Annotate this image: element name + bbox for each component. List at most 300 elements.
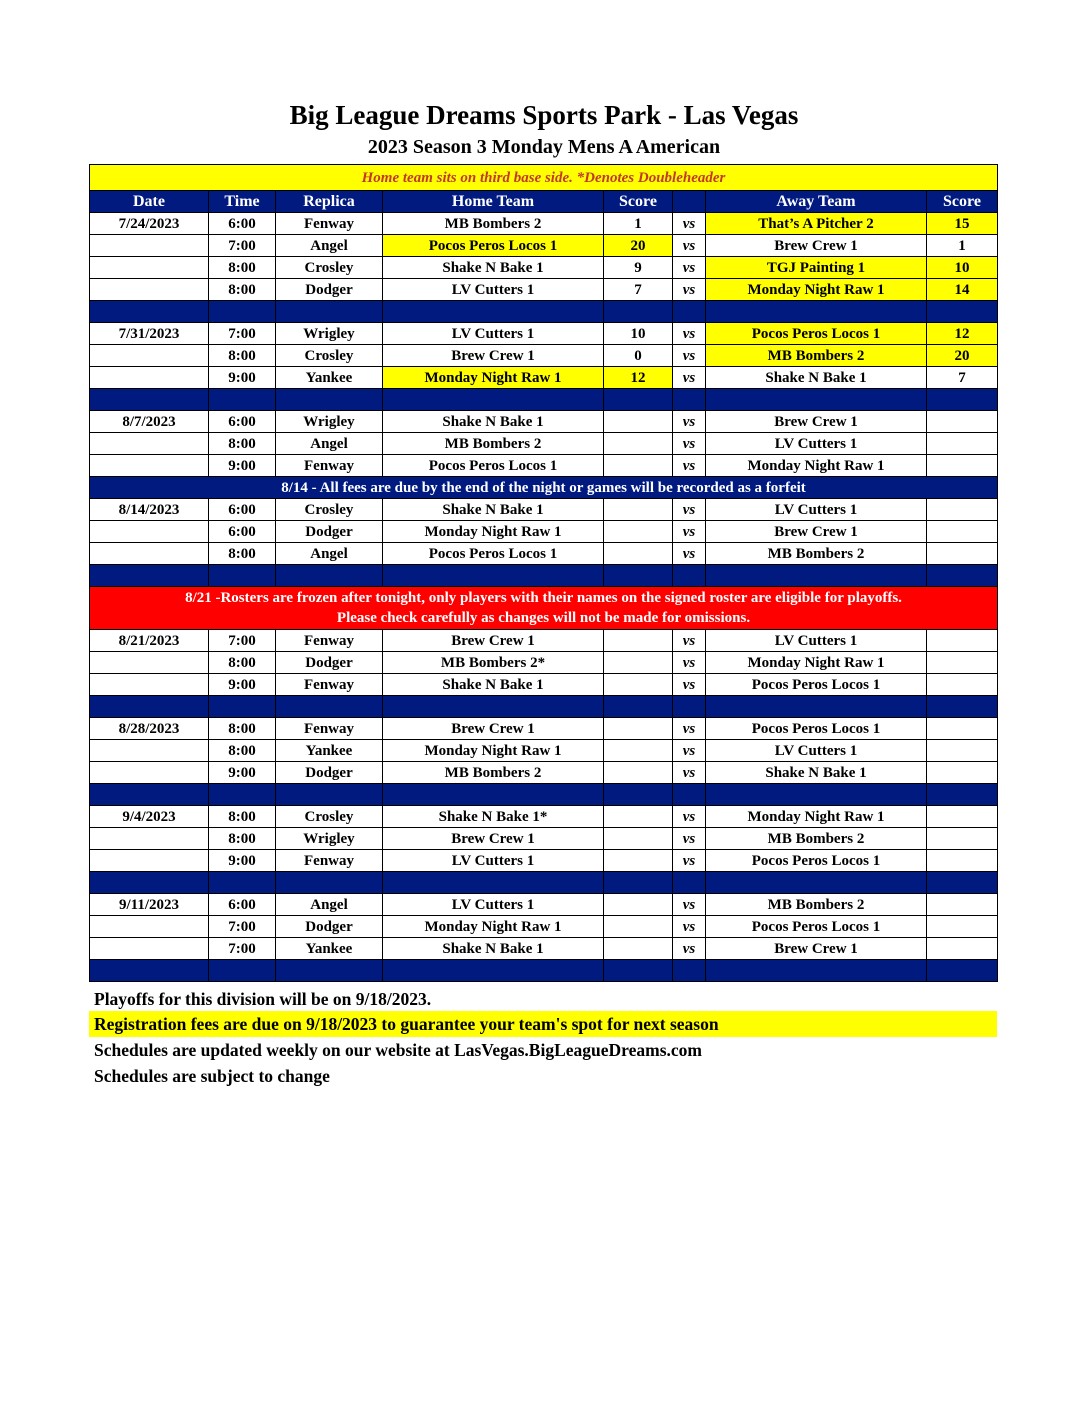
field-name: Wrigley [276,411,383,433]
game-date [90,762,209,784]
separator-cell [927,872,998,894]
away-team: LV Cutters 1 [706,740,927,762]
away-score [927,630,998,652]
separator-cell [673,960,706,982]
playoffs-note: Playoffs for this division will be on 9/18/2023. [94,989,432,1009]
away-team: Shake N Bake 1 [706,762,927,784]
game-time: 6:00 [209,894,276,916]
game-date [90,345,209,367]
away-score [927,411,998,433]
roster-notice-line1: 8/21 -Rosters are frozen after tonight, only players with their names on the signed roster are eligible for playoffs. [185,590,902,606]
separator-cell [706,301,927,323]
vs-label: vs [673,323,706,345]
vs-label: vs [673,279,706,301]
game-date: 9/11/2023 [90,894,209,916]
away-score: 20 [927,345,998,367]
field-name: Crosley [276,806,383,828]
separator-cell [276,960,383,982]
vs-label: vs [673,740,706,762]
vs-label: vs [673,455,706,477]
away-team: Shake N Bake 1 [706,367,927,389]
game-time: 9:00 [209,367,276,389]
vs-label: vs [673,674,706,696]
away-team: Pocos Peros Locos 1 [706,850,927,872]
game-row [90,630,998,652]
field-name: Fenway [276,674,383,696]
game-date [90,279,209,301]
col-header-replica: Replica [276,191,383,213]
away-team: Pocos Peros Locos 1 [706,323,927,345]
away-team: MB Bombers 2 [706,345,927,367]
game-row [90,345,998,367]
game-date [90,367,209,389]
game-row [90,279,998,301]
roster-notice-line2: Please check carefully as changes will not be made for omissions. [336,610,751,626]
away-score [927,762,998,784]
vs-label: vs [673,762,706,784]
home-team: Shake N Bake 1* [383,806,604,828]
separator-cell [209,565,276,587]
away-score: 10 [927,257,998,279]
separator-cell [90,389,209,411]
col-header-date: Date [90,191,209,213]
registration-note: Registration fees are due on 9/18/2023 to guarantee your team's spot for next season [89,1011,997,1037]
game-time: 7:00 [209,323,276,345]
separator-cell [927,696,998,718]
game-time: 8:00 [209,828,276,850]
away-score [927,850,998,872]
game-date [90,916,209,938]
away-score [927,455,998,477]
away-team: Monday Night Raw 1 [706,806,927,828]
field-name: Dodger [276,652,383,674]
separator-cell [276,301,383,323]
home-team: Monday Night Raw 1 [383,916,604,938]
game-time: 6:00 [209,411,276,433]
field-name: Fenway [276,850,383,872]
game-row [90,521,998,543]
game-time: 8:00 [209,652,276,674]
home-score: 9 [604,257,673,279]
schedule-table [89,164,998,982]
separator-cell [927,565,998,587]
separator-cell [90,565,209,587]
home-score [604,433,673,455]
away-team: Brew Crew 1 [706,411,927,433]
game-date [90,455,209,477]
game-row [90,762,998,784]
home-score [604,630,673,652]
separator-cell [90,301,209,323]
home-team: MB Bombers 2 [383,433,604,455]
col-header-time: Time [209,191,276,213]
col-header-away-team: Away Team [706,191,927,213]
separator-cell [383,389,604,411]
separator-cell [383,565,604,587]
game-row [90,411,998,433]
game-row [90,543,998,565]
game-date: 8/28/2023 [90,718,209,740]
game-date [90,652,209,674]
game-time: 8:00 [209,806,276,828]
vs-label: vs [673,850,706,872]
game-date [90,257,209,279]
away-score: 1 [927,235,998,257]
doubleheader-note-row [90,165,998,191]
home-score: 0 [604,345,673,367]
home-score [604,543,673,565]
week-separator-row [90,389,998,411]
page-title: Big League Dreams Sports Park - Las Vegas [289,100,799,130]
field-name: Dodger [276,279,383,301]
table-header-row [90,191,998,213]
away-team: Brew Crew 1 [706,235,927,257]
away-team: LV Cutters 1 [706,630,927,652]
separator-cell [276,696,383,718]
game-time: 9:00 [209,455,276,477]
game-time: 9:00 [209,762,276,784]
home-team: Monday Night Raw 1 [383,740,604,762]
separator-cell [706,784,927,806]
field-name: Fenway [276,630,383,652]
home-team: Monday Night Raw 1 [383,367,604,389]
col-header-away-score: Score [927,191,998,213]
away-team: Monday Night Raw 1 [706,652,927,674]
away-team: Pocos Peros Locos 1 [706,718,927,740]
field-name: Wrigley [276,323,383,345]
separator-cell [209,960,276,982]
game-date: 8/14/2023 [90,499,209,521]
separator-cell [604,872,673,894]
game-row [90,433,998,455]
field-name: Fenway [276,718,383,740]
field-name: Dodger [276,916,383,938]
separator-cell [604,784,673,806]
separator-cell [90,696,209,718]
away-team: That’s A Pitcher 2 [706,213,927,235]
game-row [90,257,998,279]
separator-cell [927,960,998,982]
field-name: Crosley [276,345,383,367]
vs-label: vs [673,257,706,279]
home-team: MB Bombers 2* [383,652,604,674]
away-score [927,806,998,828]
separator-cell [673,784,706,806]
week-separator-row [90,565,998,587]
home-team: Brew Crew 1 [383,718,604,740]
separator-cell [604,389,673,411]
separator-cell [383,696,604,718]
game-row [90,828,998,850]
vs-label: vs [673,652,706,674]
game-date [90,521,209,543]
game-time: 8:00 [209,433,276,455]
away-team: Brew Crew 1 [706,521,927,543]
vs-label: vs [673,806,706,828]
field-name: Crosley [276,499,383,521]
away-score [927,499,998,521]
game-row [90,323,998,345]
game-date [90,938,209,960]
game-row [90,652,998,674]
away-score [927,894,998,916]
away-score: 7 [927,367,998,389]
game-row [90,740,998,762]
separator-cell [90,784,209,806]
field-name: Angel [276,543,383,565]
separator-cell [276,565,383,587]
game-row [90,850,998,872]
game-row [90,806,998,828]
home-team: Shake N Bake 1 [383,411,604,433]
game-row [90,455,998,477]
home-score [604,521,673,543]
week-separator-row [90,301,998,323]
game-date [90,433,209,455]
away-score [927,433,998,455]
home-score [604,455,673,477]
separator-cell [927,784,998,806]
away-score [927,828,998,850]
game-date: 8/21/2023 [90,630,209,652]
away-score [927,718,998,740]
game-row [90,499,998,521]
home-score [604,762,673,784]
home-score [604,499,673,521]
separator-cell [383,784,604,806]
separator-cell [276,872,383,894]
game-time: 8:00 [209,718,276,740]
away-score: 15 [927,213,998,235]
game-time: 6:00 [209,521,276,543]
game-date: 9/4/2023 [90,806,209,828]
away-score [927,543,998,565]
vs-label: vs [673,630,706,652]
away-team: TGJ Painting 1 [706,257,927,279]
game-row [90,718,998,740]
separator-cell [383,960,604,982]
home-score [604,916,673,938]
field-name: Fenway [276,455,383,477]
game-date [90,235,209,257]
away-team: LV Cutters 1 [706,433,927,455]
vs-label: vs [673,367,706,389]
game-row [90,235,998,257]
website-note: Schedules are updated weekly on our website at LasVegas.BigLeagueDreams.com [94,1040,702,1060]
game-row [90,916,998,938]
separator-cell [927,389,998,411]
home-score [604,718,673,740]
home-score: 10 [604,323,673,345]
home-score: 12 [604,367,673,389]
home-score [604,938,673,960]
game-date [90,543,209,565]
home-team: Brew Crew 1 [383,828,604,850]
separator-cell [209,301,276,323]
separator-cell [673,389,706,411]
home-team: Pocos Peros Locos 1 [383,235,604,257]
away-team: Monday Night Raw 1 [706,279,927,301]
vs-label: vs [673,543,706,565]
home-team: Shake N Bake 1 [383,499,604,521]
week-separator-row [90,696,998,718]
week-separator-row [90,872,998,894]
home-team: LV Cutters 1 [383,850,604,872]
game-time: 6:00 [209,499,276,521]
vs-label: vs [673,235,706,257]
home-score: 1 [604,213,673,235]
home-team: LV Cutters 1 [383,279,604,301]
separator-cell [90,960,209,982]
separator-cell [209,784,276,806]
separator-cell [604,565,673,587]
col-header-vs [673,191,706,213]
home-score: 7 [604,279,673,301]
game-time: 8:00 [209,257,276,279]
separator-cell [209,389,276,411]
game-date [90,674,209,696]
roster-notice-row [90,587,998,630]
field-name: Wrigley [276,828,383,850]
separator-cell [383,301,604,323]
separator-cell [276,389,383,411]
separator-cell [673,301,706,323]
separator-cell [927,301,998,323]
away-score [927,740,998,762]
away-score [927,652,998,674]
field-name: Yankee [276,938,383,960]
vs-label: vs [673,894,706,916]
separator-cell [673,872,706,894]
field-name: Yankee [276,740,383,762]
separator-cell [604,696,673,718]
vs-label: vs [673,411,706,433]
roster-notice [90,587,998,630]
vs-label: vs [673,213,706,235]
game-date: 7/31/2023 [90,323,209,345]
away-team: Pocos Peros Locos 1 [706,674,927,696]
home-team: LV Cutters 1 [383,323,604,345]
home-team: Brew Crew 1 [383,345,604,367]
away-score [927,916,998,938]
game-row [90,367,998,389]
col-header-home-team: Home Team [383,191,604,213]
home-score [604,850,673,872]
away-team: Brew Crew 1 [706,938,927,960]
vs-label: vs [673,521,706,543]
separator-cell [673,565,706,587]
home-score [604,674,673,696]
home-team: LV Cutters 1 [383,894,604,916]
vs-label: vs [673,916,706,938]
home-score [604,740,673,762]
field-name: Angel [276,235,383,257]
separator-cell [604,960,673,982]
separator-cell [706,960,927,982]
home-team: Shake N Bake 1 [383,257,604,279]
game-time: 8:00 [209,345,276,367]
game-time: 9:00 [209,850,276,872]
separator-cell [706,565,927,587]
vs-label: vs [673,828,706,850]
col-header-home-score: Score [604,191,673,213]
schedule-change-note: Schedules are subject to change [94,1066,330,1086]
doubleheader-note: Home team sits on third base side. *Denotes Doubleheader [90,165,998,191]
home-team: MB Bombers 2 [383,213,604,235]
game-time: 6:00 [209,213,276,235]
page-subtitle: 2023 Season 3 Monday Mens A American [367,136,721,158]
week-separator-row [90,784,998,806]
separator-cell [209,872,276,894]
game-row [90,213,998,235]
vs-label: vs [673,433,706,455]
away-team: Pocos Peros Locos 1 [706,916,927,938]
separator-cell [706,696,927,718]
home-team: MB Bombers 2 [383,762,604,784]
home-team: Shake N Bake 1 [383,674,604,696]
game-date [90,850,209,872]
away-score [927,938,998,960]
game-time: 7:00 [209,235,276,257]
game-time: 9:00 [209,674,276,696]
home-score [604,652,673,674]
field-name: Crosley [276,257,383,279]
game-row [90,938,998,960]
home-score [604,828,673,850]
separator-cell [604,301,673,323]
field-name: Angel [276,894,383,916]
fees-notice-row [90,477,998,499]
week-separator-row [90,960,998,982]
home-team: Pocos Peros Locos 1 [383,543,604,565]
vs-label: vs [673,938,706,960]
separator-cell [276,784,383,806]
vs-label: vs [673,345,706,367]
home-team: Shake N Bake 1 [383,938,604,960]
away-team: LV Cutters 1 [706,499,927,521]
game-time: 7:00 [209,938,276,960]
game-row [90,674,998,696]
field-name: Yankee [276,367,383,389]
home-score [604,806,673,828]
game-date [90,740,209,762]
game-row [90,894,998,916]
game-time: 7:00 [209,630,276,652]
field-name: Fenway [276,213,383,235]
field-name: Angel [276,433,383,455]
game-date: 7/24/2023 [90,213,209,235]
separator-cell [209,696,276,718]
separator-cell [90,872,209,894]
separator-cell [706,389,927,411]
game-date: 8/7/2023 [90,411,209,433]
away-score: 12 [927,323,998,345]
field-name: Dodger [276,521,383,543]
vs-label: vs [673,499,706,521]
game-time: 8:00 [209,740,276,762]
home-score: 20 [604,235,673,257]
vs-label: vs [673,718,706,740]
home-score [604,894,673,916]
away-team: MB Bombers 2 [706,894,927,916]
home-team: Pocos Peros Locos 1 [383,455,604,477]
away-team: MB Bombers 2 [706,543,927,565]
away-team: MB Bombers 2 [706,828,927,850]
separator-cell [673,696,706,718]
game-time: 8:00 [209,279,276,301]
home-score [604,411,673,433]
game-time: 7:00 [209,916,276,938]
